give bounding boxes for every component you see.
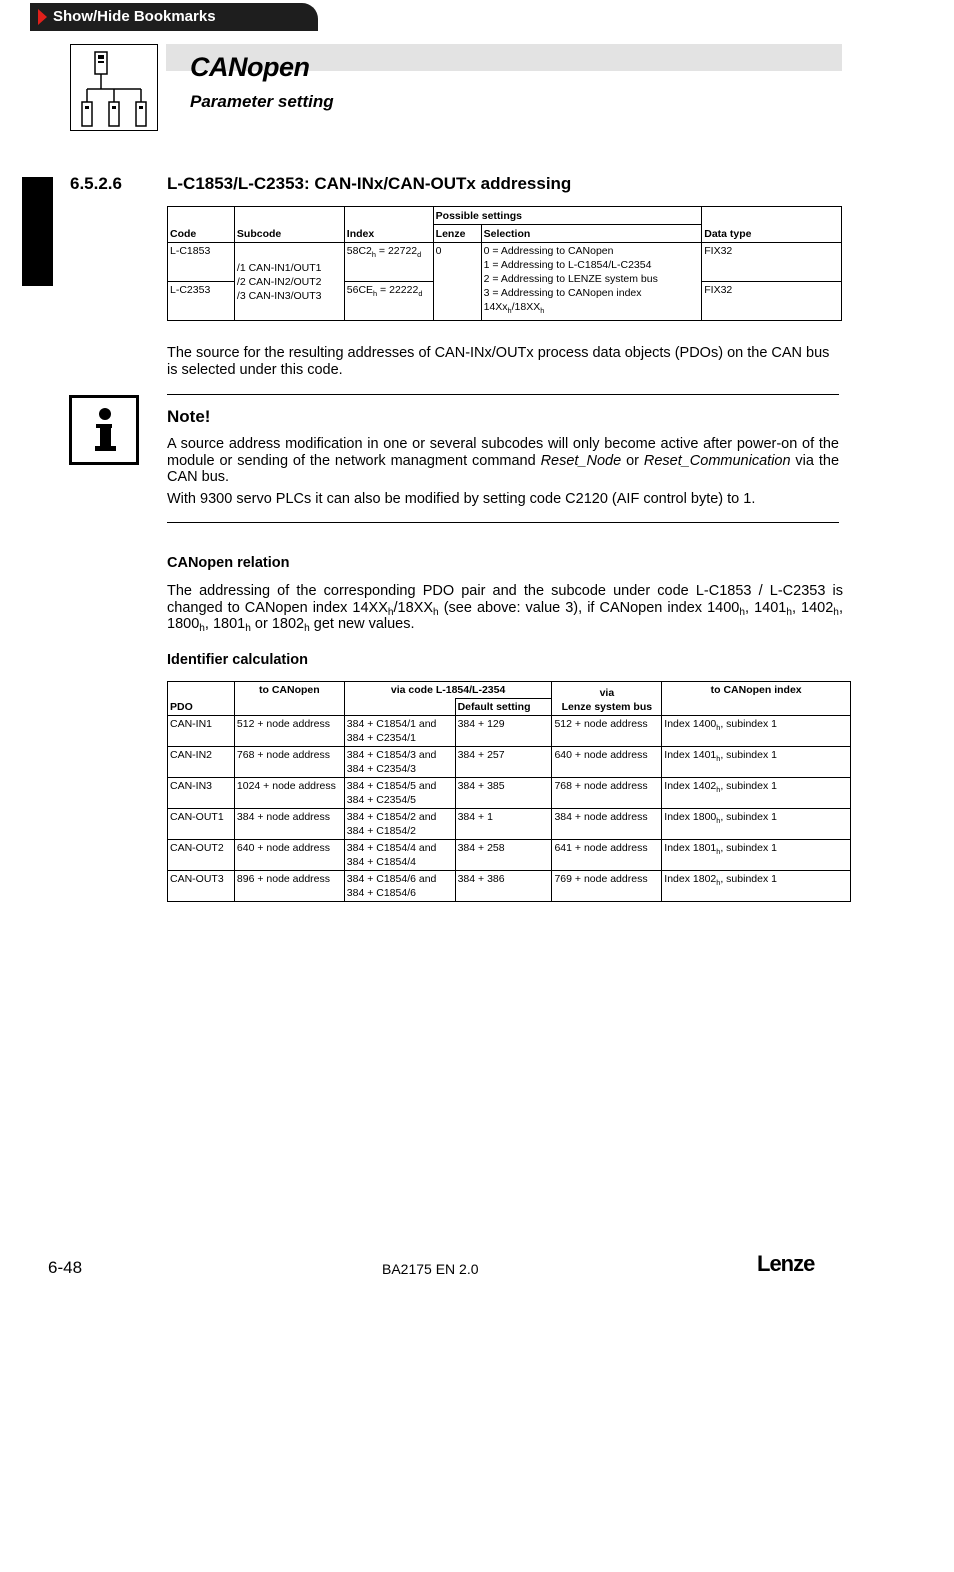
selection-cell: 0 = Addressing to CANopen 1 = Addressing to L-C1854/L-C2354 2 = Addressing to LENZE system bus 3 = Addressing to CANopen index $14Xx_h/18XX_h$ [481, 243, 702, 321]
via-code-cell: 384 + C1854/5 and 384 + C2354/5 [344, 778, 455, 809]
header-lenze: Lenze [433, 225, 481, 243]
section-title: L-C1853/L-C2353: CAN-INx/CAN-OUTx addressing [167, 174, 572, 193]
header-subcode: Subcode [234, 207, 344, 243]
show-hide-bookmarks-button[interactable] [30, 3, 318, 31]
default-cell: 384 + 385 [455, 778, 552, 809]
pdo-cell: CAN-IN2 [168, 747, 235, 778]
header-possible-settings: Possible settings [433, 207, 702, 225]
default-cell: 384 + 129 [455, 716, 552, 747]
parameter-table [167, 206, 842, 321]
via-code-cell: 384 + C1854/1 and 384 + C2354/1 [344, 716, 455, 747]
via-code-cell: 384 + C1854/6 and 384 + C1854/6 [344, 871, 455, 902]
canopen-cell: 384 + node address [234, 809, 344, 840]
index-cell: $56CE_h = 22222_d$ [344, 282, 433, 321]
note-rule-bottom [167, 522, 839, 523]
canopen-cell: 1024 + node address [234, 778, 344, 809]
table-row [168, 716, 851, 747]
canopen-cell: 896 + node address [234, 871, 344, 902]
network-logo-icon [70, 44, 158, 131]
header-data-type: Data type [702, 207, 842, 243]
note-paragraph-1: A source address modification in one or several subcodes will only become active after power-on of the module or sending of the network managment command Reset_Node or Reset_Communication via the CAN bus. [167, 436, 840, 485]
default-cell: 384 + 1 [455, 809, 552, 840]
code-cell: L-C2353 [168, 282, 235, 321]
lenze-bus-cell: 384 + node address [552, 809, 662, 840]
canopen-index-cell: Index $1402_h$, subindex 1 [662, 778, 851, 809]
header-pdo: PDO [168, 682, 235, 716]
table-row [168, 778, 851, 809]
document-id: BA2175 EN 2.0 [382, 1261, 479, 1277]
lenze-bus-cell: 512 + node address [552, 716, 662, 747]
note-title: Note! [167, 407, 211, 426]
header-blank [344, 699, 455, 716]
canopen-index-cell: Index $1801_h$, subindex 1 [662, 840, 851, 871]
header-index: Index [344, 207, 433, 243]
header-code: Code [168, 207, 235, 243]
subcode-2: /2 CAN-IN2/OUT2 [236, 275, 322, 288]
triangle-right-icon [38, 9, 47, 25]
header-via-lenze-bus: via Lenze system bus [552, 682, 662, 716]
default-cell: 384 + 386 [455, 871, 552, 902]
canopen-relation-heading: CANopen relation [167, 555, 290, 571]
lenze-bus-cell: 768 + node address [552, 778, 662, 809]
identifier-table [167, 681, 851, 902]
default-cell: 384 + 257 [455, 747, 552, 778]
header-via-code: via code L-1854/L-2354 [344, 682, 552, 699]
canopen-cell: 512 + node address [234, 716, 344, 747]
header-default-setting: Default setting [455, 699, 552, 716]
lenze-bus-cell: 640 + node address [552, 747, 662, 778]
via-code-cell: 384 + C1854/2 and 384 + C1854/2 [344, 809, 455, 840]
canopen-index-cell: Index $1800_h$, subindex 1 [662, 809, 851, 840]
canopen-index-cell: Index $1802_h$, subindex 1 [662, 871, 851, 902]
page-subtitle: Parameter setting [190, 92, 334, 111]
identifier-heading: Identifier calculation [167, 652, 308, 668]
info-icon [69, 395, 139, 465]
page-number: 6-48 [48, 1258, 83, 1277]
canopen-index-cell: Index $1400_h$, subindex 1 [662, 716, 851, 747]
lenze-cell: 0 [433, 243, 481, 321]
bookmark-label: Show/Hide Bookmarks [53, 8, 216, 25]
canopen-relation-paragraph: The addressing of the corresponding PDO pair and the subcode under code L-C1853 / L-C2353 is changed to CANopen index $14XX_h/18XX_h$ (see above: value 3), if CANopen index $1400_h$, $1401_h$, $1402_h$, $1800_h$, $1801_h$ or $1802_h$ get new values. [167, 583, 843, 634]
datatype-cell: FIX32 [702, 243, 842, 282]
pdo-cell: CAN-IN1 [168, 716, 235, 747]
subcode-cell [234, 243, 344, 321]
table-row [168, 840, 851, 871]
lenze-bus-cell: 769 + node address [552, 871, 662, 902]
chapter-marker [22, 177, 53, 286]
pdo-cell: CAN-OUT1 [168, 809, 235, 840]
subcode-3: /3 CAN-IN3/OUT3 [236, 289, 322, 302]
header-to-canopen-index: to CANopen index [662, 682, 851, 716]
table-row [168, 871, 851, 902]
canopen-cell: 768 + node address [234, 747, 344, 778]
pdo-cell: CAN-OUT3 [168, 871, 235, 902]
via-code-cell: 384 + C1854/3 and 384 + C2354/3 [344, 747, 455, 778]
subcode-1: /1 CAN-IN1/OUT1 [236, 261, 322, 274]
code-cell: L-C1853 [168, 243, 235, 282]
index-cell: $58C2_h = 22722_d$ [344, 243, 433, 282]
brand-logo: Lenze [757, 1251, 815, 1276]
header-selection: Selection [481, 225, 702, 243]
section-number: 6.5.2.6 [70, 174, 122, 193]
via-code-cell: 384 + C1854/4 and 384 + C1854/4 [344, 840, 455, 871]
pdo-cell: CAN-OUT2 [168, 840, 235, 871]
pdo-cell: CAN-IN3 [168, 778, 235, 809]
table-row [168, 809, 851, 840]
note-rule-top [167, 394, 839, 395]
default-cell: 384 + 258 [455, 840, 552, 871]
note-paragraph-2: With 9300 servo PLCs it can also be modified by setting code C2120 (AIF control byte) to 1. [167, 491, 756, 507]
lenze-bus-cell: 641 + node address [552, 840, 662, 871]
intro-paragraph: The source for the resulting addresses of CAN-INx/OUTx process data objects (PDOs) on the CAN bus is selected under this code. [167, 345, 830, 378]
table-row [168, 747, 851, 778]
canopen-cell: 640 + node address [234, 840, 344, 871]
page-title: CANopen [190, 52, 310, 82]
header-to-canopen: to CANopen [234, 682, 344, 716]
datatype-cell: FIX32 [702, 282, 842, 321]
canopen-index-cell: Index $1401_h$, subindex 1 [662, 747, 851, 778]
